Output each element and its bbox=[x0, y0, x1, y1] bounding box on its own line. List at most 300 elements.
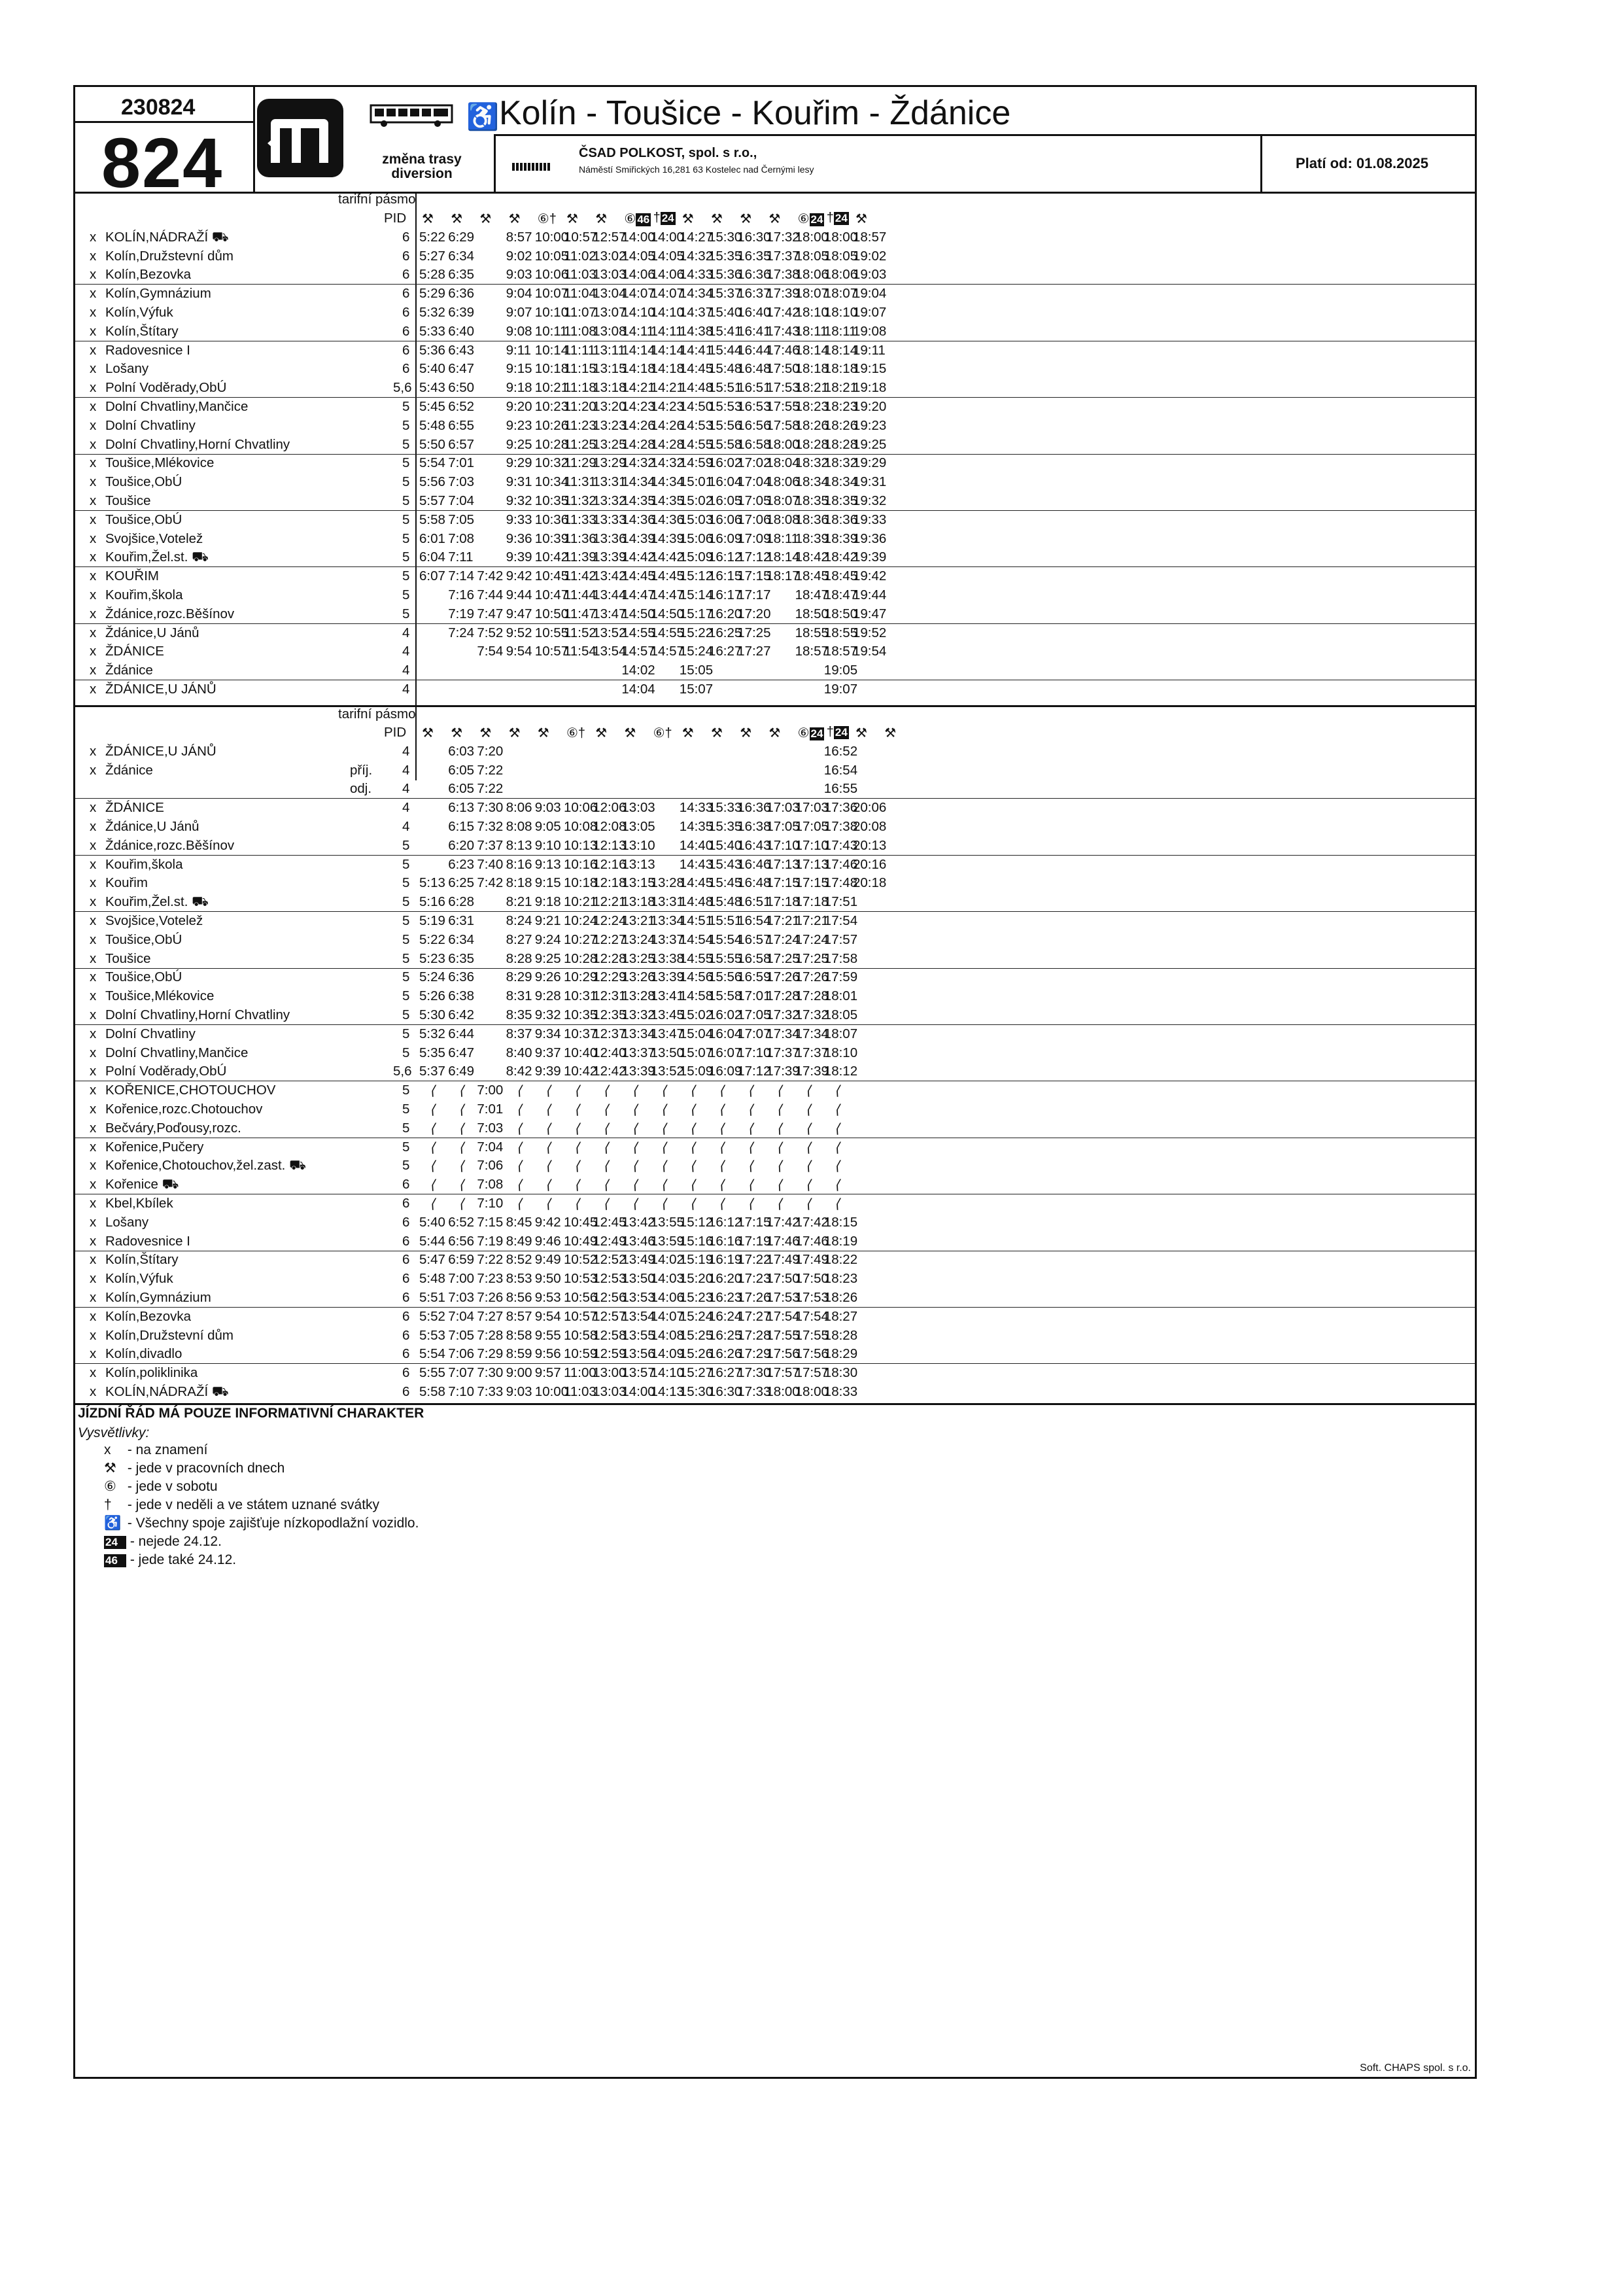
departure-time: 14:07 bbox=[650, 286, 684, 302]
bypass-mark: ⟨ bbox=[458, 1102, 464, 1117]
departure-time: 9:25 bbox=[506, 436, 532, 452]
departure-time: 7:00 bbox=[477, 1083, 504, 1098]
departure-time: 9:03 bbox=[506, 1384, 532, 1399]
departure-time: 16:15 bbox=[708, 568, 742, 584]
departure-time: 12:42 bbox=[593, 1064, 627, 1079]
stop-name: Toušice bbox=[105, 950, 151, 966]
operator-address: Náměstí Smiřických 16,281 63 Kostelec nad Černými lesy bbox=[579, 164, 814, 175]
stop-name: Dolní Chvatliny,Horní Chvatliny bbox=[105, 1007, 290, 1022]
departure-time: 17:15 bbox=[795, 875, 829, 891]
bypass-mark: ⟨ bbox=[719, 1196, 724, 1211]
departure-time: 13:02 bbox=[593, 248, 627, 264]
departure-time: 16:58 bbox=[737, 436, 771, 452]
tariff-zone: 5 bbox=[402, 1083, 410, 1098]
departure-time: 14:34 bbox=[679, 286, 714, 302]
inbound-row bbox=[75, 967, 1475, 986]
outbound-row bbox=[75, 453, 1475, 472]
trip-mark: ⚒ bbox=[508, 726, 521, 740]
on-request-mark: x bbox=[90, 267, 97, 283]
notes-section bbox=[78, 1406, 424, 1569]
on-request-mark: x bbox=[90, 762, 97, 778]
bypass-mark: ⟨ bbox=[834, 1177, 840, 1193]
departure-time: 9:42 bbox=[534, 1214, 561, 1230]
bypass-mark: ⟨ bbox=[458, 1177, 464, 1193]
departure-time: 9:13 bbox=[534, 856, 561, 872]
departure-time: 18:26 bbox=[823, 1290, 858, 1305]
departure-time: 7:22 bbox=[477, 762, 504, 778]
departure-time: 17:09 bbox=[737, 531, 771, 546]
departure-time: 18:05 bbox=[795, 248, 829, 264]
departure-time: 10:16 bbox=[564, 856, 598, 872]
tariff-zone: 4 bbox=[402, 682, 410, 697]
departure-time: 18:50 bbox=[795, 606, 829, 621]
departure-time: 8:21 bbox=[506, 894, 532, 910]
departure-time: 18:14 bbox=[795, 342, 829, 358]
zone-header-a: tarifní pásmo bbox=[338, 192, 416, 207]
tariff-zone: 5 bbox=[402, 474, 410, 490]
outbound-row bbox=[75, 529, 1475, 548]
departure-time: 17:15 bbox=[737, 568, 771, 584]
departure-time: 6:04 bbox=[419, 549, 445, 565]
departure-time: 15:27 bbox=[679, 1365, 714, 1381]
departure-time: 17:42 bbox=[795, 1214, 829, 1230]
trip-mark: ⚒ bbox=[451, 726, 463, 740]
departure-time: 18:45 bbox=[795, 568, 829, 584]
legend-text: - jede v sobotu bbox=[124, 1479, 218, 1494]
inbound-row bbox=[75, 1326, 1475, 1345]
line-number: 824 bbox=[101, 123, 224, 202]
departure-time: 18:34 bbox=[823, 474, 858, 490]
bypass-mark: ⟨ bbox=[545, 1158, 551, 1174]
on-request-mark: x bbox=[90, 1139, 97, 1155]
bypass-mark: ⟨ bbox=[834, 1102, 840, 1117]
tariff-zone: 6 bbox=[402, 1196, 410, 1211]
departure-time: 7:40 bbox=[477, 856, 504, 872]
bypass-mark: ⟨ bbox=[661, 1139, 666, 1155]
departure-time: 8:27 bbox=[506, 931, 532, 947]
departure-time: 9:10 bbox=[534, 837, 561, 853]
departure-time: 7:06 bbox=[448, 1346, 475, 1362]
departure-time: 9:32 bbox=[506, 493, 532, 508]
departure-time: 10:07 bbox=[534, 286, 569, 302]
inbound-row bbox=[75, 1382, 1475, 1401]
stop-name: Toušice,Mlékovice bbox=[105, 988, 215, 1004]
departure-time: 16:25 bbox=[708, 1327, 742, 1343]
legend-text: - jede v neděli a ve státem uznané svátky bbox=[124, 1497, 380, 1512]
departure-time: 19:44 bbox=[853, 587, 887, 602]
departure-time: 17:28 bbox=[737, 1327, 771, 1343]
tariff-zone: 6 bbox=[402, 1346, 410, 1362]
departure-time: 17:38 bbox=[823, 819, 858, 834]
departure-time: 9:03 bbox=[534, 800, 561, 816]
departure-time: 15:44 bbox=[708, 342, 742, 358]
departure-time: 18:32 bbox=[795, 455, 829, 471]
departure-time: 9:29 bbox=[506, 455, 532, 471]
departure-time: 12:21 bbox=[593, 894, 627, 910]
inbound-row bbox=[75, 1119, 1475, 1138]
tariff-zone: 5 bbox=[402, 1158, 410, 1174]
departure-time: 10:10 bbox=[534, 305, 569, 320]
departure-time: 14:28 bbox=[650, 436, 684, 452]
departure-time: 7:01 bbox=[448, 455, 475, 471]
departure-time: 14:42 bbox=[650, 549, 684, 565]
departure-time: 9:26 bbox=[534, 969, 561, 985]
departure-time: 10:56 bbox=[564, 1290, 598, 1305]
on-request-mark: x bbox=[90, 512, 97, 527]
departure-time: 13:20 bbox=[593, 399, 627, 414]
departure-time: 5:19 bbox=[419, 913, 445, 928]
departure-time: 12:58 bbox=[593, 1327, 627, 1343]
departure-time: 8:37 bbox=[506, 1026, 532, 1041]
departure-time: 5:26 bbox=[419, 988, 445, 1004]
departure-time: 13:56 bbox=[621, 1346, 655, 1362]
departure-time: 18:11 bbox=[795, 323, 828, 339]
departure-time: 17:55 bbox=[766, 1327, 800, 1343]
departure-time: 16:09 bbox=[708, 531, 742, 546]
departure-time: 14:58 bbox=[679, 988, 714, 1004]
stop-name: Ždánice,U Jánů bbox=[105, 819, 199, 834]
bypass-mark: ⟨ bbox=[545, 1177, 551, 1193]
departure-time: 16:30 bbox=[708, 1384, 742, 1399]
inbound-row bbox=[75, 1062, 1475, 1081]
tariff-zone: 4 bbox=[402, 819, 410, 834]
stop-name: Lošany bbox=[105, 361, 149, 377]
departure-time: 15:35 bbox=[708, 248, 742, 264]
departure-time: 9:08 bbox=[506, 323, 532, 339]
on-request-mark: x bbox=[90, 417, 97, 433]
stop-name: Kolín,poliklinika bbox=[105, 1365, 198, 1381]
departure-time: 16:02 bbox=[708, 455, 742, 471]
on-request-mark: x bbox=[90, 474, 97, 490]
departure-time: 8:59 bbox=[506, 1346, 532, 1362]
departure-time: 8:53 bbox=[506, 1271, 532, 1287]
legend-item bbox=[104, 1478, 424, 1496]
tariff-zone: 6 bbox=[402, 286, 410, 302]
departure-time: 17:49 bbox=[766, 1252, 800, 1268]
departure-time: 14:36 bbox=[650, 512, 684, 527]
trip-mark: ⚒ bbox=[682, 212, 694, 226]
departure-time: 5:40 bbox=[419, 361, 445, 377]
departure-time: 17:50 bbox=[795, 1271, 829, 1287]
departure-time: 7:42 bbox=[477, 875, 504, 891]
departure-time: 18:36 bbox=[795, 512, 829, 527]
departure-time: 9:00 bbox=[506, 1365, 532, 1381]
inbound-row bbox=[75, 930, 1475, 949]
departure-time: 16:59 bbox=[737, 969, 771, 985]
departure-time: 15:51 bbox=[708, 380, 742, 396]
departure-time: 18:07 bbox=[766, 493, 800, 508]
departure-time: 17:10 bbox=[737, 1045, 771, 1060]
departure-time: 15:06 bbox=[679, 531, 714, 546]
route-title: Kolín - Toušice - Kouřim - Ždánice bbox=[499, 94, 1011, 132]
inbound-row bbox=[75, 986, 1475, 1005]
departure-time: 14:27 bbox=[679, 229, 714, 245]
departure-time: 10:27 bbox=[564, 931, 598, 947]
departure-time: 17:01 bbox=[737, 988, 771, 1004]
departure-time: 10:26 bbox=[534, 417, 569, 433]
departure-time: 18:06 bbox=[795, 267, 829, 283]
departure-time: 11:54 bbox=[564, 644, 596, 659]
trip-mark: ⚒ bbox=[595, 212, 608, 226]
bypass-mark: ⟨ bbox=[430, 1158, 435, 1174]
departure-time: 18:57 bbox=[853, 229, 887, 245]
bypass-mark: ⟨ bbox=[834, 1139, 840, 1155]
departure-time: 16:06 bbox=[708, 512, 742, 527]
departure-time: 11:23 bbox=[564, 417, 596, 433]
departure-time: 12:49 bbox=[593, 1233, 627, 1249]
tariff-zone: 5 bbox=[402, 894, 410, 910]
departure-time: 14:48 bbox=[679, 894, 714, 910]
departure-time: 17:30 bbox=[737, 1365, 771, 1381]
departure-time: 19:33 bbox=[853, 512, 887, 527]
on-request-mark: x bbox=[90, 436, 97, 452]
bypass-mark: ⟨ bbox=[545, 1083, 551, 1099]
inbound-row bbox=[75, 892, 1475, 912]
departure-time: 13:23 bbox=[593, 417, 627, 433]
departure-time: 14:11 bbox=[621, 323, 655, 339]
inbound-row bbox=[75, 1213, 1475, 1232]
departure-time: 10:14 bbox=[534, 342, 569, 358]
departure-time: 16:44 bbox=[737, 342, 771, 358]
departure-time: 10:24 bbox=[564, 913, 598, 928]
departure-time: 20:08 bbox=[853, 819, 887, 834]
inbound-row bbox=[75, 911, 1475, 930]
departure-time: 15:48 bbox=[708, 361, 742, 377]
departure-time: 12:45 bbox=[593, 1214, 627, 1230]
inbound-header-row bbox=[75, 723, 1475, 742]
departure-time: 17:05 bbox=[795, 819, 829, 834]
departure-time: 9:57 bbox=[534, 1365, 561, 1381]
outbound-row bbox=[75, 604, 1475, 624]
outbound-row bbox=[75, 680, 1475, 699]
departure-time: 7:28 bbox=[477, 1327, 504, 1343]
departure-time: 5:24 bbox=[419, 969, 445, 985]
departure-time: 5:44 bbox=[419, 1233, 445, 1249]
trip-mark: ⚒ bbox=[624, 726, 636, 740]
on-request-mark: x bbox=[90, 913, 97, 928]
trip-mark: ⚒ bbox=[422, 212, 434, 226]
on-request-mark: x bbox=[90, 1064, 97, 1079]
departure-time: 19:42 bbox=[853, 568, 887, 584]
departure-time: 5:48 bbox=[419, 1271, 445, 1287]
bypass-mark: ⟨ bbox=[603, 1177, 609, 1193]
departure-time: 14:50 bbox=[621, 606, 655, 621]
operator-name: ČSAD POLKOST, spol. s r.o., bbox=[579, 146, 757, 160]
diversion-label-1: změna trasy bbox=[382, 152, 462, 167]
departure-time: 17:46 bbox=[823, 856, 858, 872]
departure-time: 15:30 bbox=[708, 229, 742, 245]
divider bbox=[75, 192, 1475, 194]
departure-time: 17:39 bbox=[795, 1064, 829, 1079]
stop-name: Dolní Chvatliny,Mančice bbox=[105, 399, 249, 414]
inbound-row bbox=[75, 798, 1475, 817]
tariff-zone: 5 bbox=[402, 875, 410, 891]
bypass-mark: ⟨ bbox=[661, 1102, 666, 1117]
departure-time: 17:28 bbox=[766, 988, 800, 1004]
departure-time: 9:44 bbox=[506, 587, 532, 602]
departure-time: 19:32 bbox=[853, 493, 887, 508]
departure-time: 9:39 bbox=[506, 549, 532, 565]
departure-time: 14:10 bbox=[621, 305, 655, 320]
bypass-mark: ⟨ bbox=[776, 1158, 782, 1174]
departure-time: 10:11 bbox=[534, 323, 568, 339]
departure-time: 13:34 bbox=[621, 1026, 655, 1041]
on-request-mark: x bbox=[90, 1308, 97, 1324]
departure-time: 14:18 bbox=[621, 361, 655, 377]
departure-time: 15:51 bbox=[708, 913, 742, 928]
departure-time: 18:07 bbox=[823, 286, 858, 302]
departure-time: 13:57 bbox=[621, 1365, 655, 1381]
wheelchair-icon: ♿ bbox=[466, 103, 499, 131]
departure-time: 16:37 bbox=[737, 286, 771, 302]
departure-time: 13:29 bbox=[593, 455, 627, 471]
departure-time: 11:03 bbox=[564, 1384, 596, 1399]
departure-time: 19:29 bbox=[853, 455, 887, 471]
inbound-row bbox=[75, 1156, 1475, 1175]
departure-time: 6:07 bbox=[419, 568, 445, 584]
departure-time: 12:08 bbox=[593, 819, 627, 834]
on-request-mark: x bbox=[90, 361, 97, 377]
departure-time: 17:23 bbox=[737, 1271, 771, 1287]
departure-time: 18:55 bbox=[795, 625, 829, 640]
departure-time: 17:50 bbox=[766, 361, 800, 377]
departure-time: 10:47 bbox=[534, 587, 569, 602]
departure-time: 6:23 bbox=[448, 856, 475, 872]
departure-time: 15:30 bbox=[679, 1384, 714, 1399]
operator-logo bbox=[512, 163, 551, 171]
departure-time: 16:20 bbox=[708, 1271, 742, 1287]
inbound-row bbox=[75, 1194, 1475, 1213]
departure-time: 13:18 bbox=[593, 380, 627, 396]
departure-time: 17:27 bbox=[737, 1308, 771, 1324]
departure-time: 7:11 bbox=[448, 549, 474, 565]
departure-time: 14:45 bbox=[679, 361, 714, 377]
departure-time: 14:11 bbox=[650, 323, 683, 339]
inbound-row bbox=[75, 949, 1475, 969]
departure-time: 9:05 bbox=[534, 819, 561, 834]
departure-time: 15:02 bbox=[679, 1007, 714, 1022]
departure-time: 18:42 bbox=[823, 549, 858, 565]
departure-time: 19:23 bbox=[853, 417, 887, 433]
departure-time: 7:06 bbox=[477, 1158, 504, 1174]
departure-time: 15:09 bbox=[679, 1064, 714, 1079]
departure-time: 15:14 bbox=[679, 587, 714, 602]
departure-time: 9:55 bbox=[534, 1327, 561, 1343]
trip-mark: ⑥† bbox=[537, 212, 557, 226]
departure-time: 14:47 bbox=[621, 587, 655, 602]
stop-name: Kolín,Družstevní dům bbox=[105, 1327, 233, 1343]
departure-time: 17:24 bbox=[766, 931, 800, 947]
legend-text: - Všechny spoje zajišťuje nízkopodlažní vozidlo. bbox=[124, 1516, 419, 1531]
departure-time: 20:06 bbox=[853, 800, 887, 816]
departure-time: 7:32 bbox=[477, 819, 504, 834]
trip-mark: ⑥† bbox=[653, 726, 672, 740]
on-request-mark: x bbox=[90, 323, 97, 339]
departure-time: 5:13 bbox=[419, 875, 445, 891]
departure-time: 7:37 bbox=[477, 837, 504, 853]
departure-time: 16:04 bbox=[708, 474, 742, 490]
departure-time: 20:18 bbox=[853, 875, 887, 891]
bypass-mark: ⟨ bbox=[603, 1139, 609, 1155]
bypass-mark: ⟨ bbox=[430, 1102, 435, 1117]
departure-time: 18:19 bbox=[823, 1233, 858, 1249]
inbound-row bbox=[75, 1005, 1475, 1025]
stop-name: Kolín,Gymnázium bbox=[105, 286, 211, 302]
outbound-row bbox=[75, 265, 1475, 285]
departure-time: 7:33 bbox=[477, 1384, 504, 1399]
tariff-zone: 5,6 bbox=[393, 380, 412, 396]
departure-time: 6:36 bbox=[448, 286, 475, 302]
tariff-zone: 5 bbox=[402, 568, 410, 584]
departure-time: 7:27 bbox=[477, 1308, 504, 1324]
departure-time: 14:33 bbox=[679, 800, 714, 816]
departure-time: 16:07 bbox=[708, 1045, 742, 1060]
departure-time: 15:24 bbox=[679, 644, 714, 659]
departure-time: 12:29 bbox=[593, 969, 627, 985]
departure-time: 13:50 bbox=[650, 1045, 684, 1060]
outbound-row bbox=[75, 303, 1475, 322]
trip-mark: ⚒ bbox=[740, 212, 752, 226]
departure-time: 9:18 bbox=[506, 380, 532, 396]
bypass-mark: ⟨ bbox=[776, 1102, 782, 1117]
trip-mark: ⑥† bbox=[566, 726, 586, 740]
departure-time: 17:25 bbox=[737, 625, 771, 640]
departure-time: 7:47 bbox=[477, 606, 504, 621]
departure-time: 17:39 bbox=[766, 286, 800, 302]
departure-time: 9:42 bbox=[506, 568, 532, 584]
departure-time: 12:06 bbox=[593, 800, 627, 816]
departure-time: 13:46 bbox=[621, 1233, 655, 1249]
on-request-mark: x bbox=[90, 875, 97, 891]
departure-time: 14:13 bbox=[650, 1384, 684, 1399]
departure-time: 6:25 bbox=[448, 875, 475, 891]
bypass-mark: ⟨ bbox=[689, 1121, 695, 1136]
departure-time: 13:31 bbox=[650, 894, 684, 910]
departure-time: 11:07 bbox=[564, 305, 596, 320]
departure-time: 16:36 bbox=[737, 800, 771, 816]
departure-time: 7:16 bbox=[448, 587, 475, 602]
bypass-mark: ⟨ bbox=[458, 1158, 464, 1174]
departure-time: 8:42 bbox=[506, 1064, 532, 1079]
departure-time: 17:37 bbox=[795, 1045, 829, 1060]
departure-time: 13:38 bbox=[650, 950, 684, 966]
departure-time: 17:28 bbox=[795, 988, 829, 1004]
departure-time: 13:41 bbox=[650, 988, 684, 1004]
departure-time: 9:28 bbox=[534, 988, 561, 1004]
departure-time: 15:41 bbox=[708, 323, 742, 339]
on-request-mark: x bbox=[90, 1007, 97, 1022]
bypass-mark: ⟨ bbox=[430, 1177, 435, 1193]
timetable-frame bbox=[73, 85, 1477, 2079]
departure-time: 15:33 bbox=[708, 800, 742, 816]
departure-time: 18:42 bbox=[795, 549, 829, 565]
on-request-mark: x bbox=[90, 568, 97, 584]
divider bbox=[494, 134, 1475, 136]
bypass-mark: ⟨ bbox=[430, 1196, 435, 1211]
departure-time: 13:55 bbox=[621, 1327, 655, 1343]
outbound-row bbox=[75, 642, 1475, 661]
diversion-label-2: diversion bbox=[391, 166, 453, 181]
on-request-mark: x bbox=[90, 988, 97, 1004]
departure-time: 18:15 bbox=[823, 1214, 858, 1230]
departure-time: 7:22 bbox=[477, 1252, 504, 1268]
stop-name: KOLÍN,NÁDRAŽÍ ⛟ bbox=[105, 229, 229, 245]
trip-mark: ⚒ bbox=[855, 726, 867, 740]
departure-time: 14:54 bbox=[679, 931, 714, 947]
departure-time: 14:45 bbox=[650, 568, 684, 584]
stop-name: Ždánice,rozc.Běšínov bbox=[105, 837, 235, 853]
outbound-row bbox=[75, 491, 1475, 511]
